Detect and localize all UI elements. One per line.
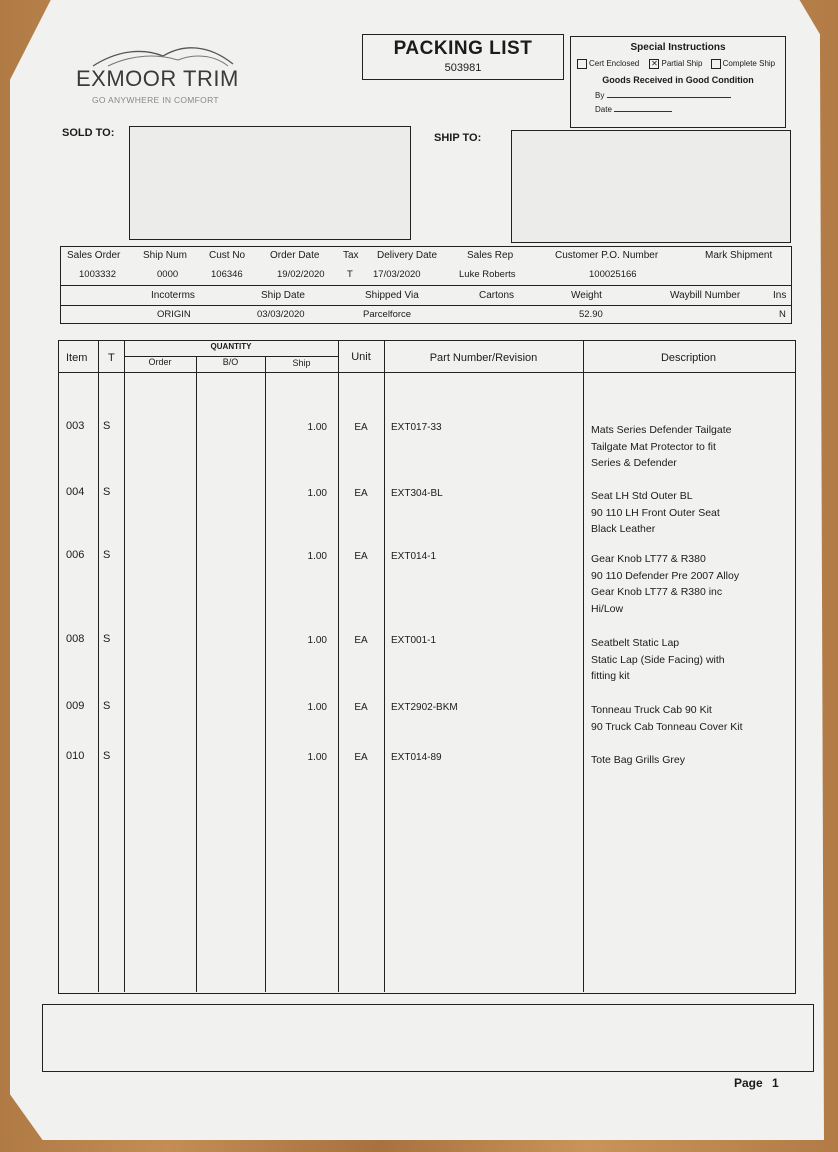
header-ship-num: Ship Num	[143, 250, 187, 261]
description-line: Gear Knob LT77 & R380	[591, 553, 706, 565]
shipping-header-row	[61, 290, 791, 304]
col-quantity-group: QUANTITY	[210, 342, 252, 351]
header-mark-shipment: Mark Shipment	[705, 250, 773, 261]
item-type: S	[103, 549, 111, 561]
col-description: Description	[660, 352, 717, 364]
header-sales-rep: Sales Rep	[467, 250, 514, 261]
item-number: 008	[66, 633, 85, 645]
value-customer-po: 100025166	[589, 269, 637, 280]
item-number: 006	[66, 549, 85, 561]
col-order: Order	[148, 357, 172, 367]
header-cust-no: Cust No	[209, 250, 246, 261]
value-incoterms: ORIGIN	[157, 309, 191, 320]
value-order-date: 19/02/2020	[277, 269, 325, 280]
description-line: Tote Bag Grills Grey	[591, 754, 685, 766]
unit: EA	[354, 488, 368, 499]
company-logo	[76, 42, 246, 108]
part-number: EXT001-1	[391, 635, 437, 646]
document-title: PACKING LIST	[393, 38, 533, 59]
sold-to-label: SOLD TO:	[62, 127, 115, 139]
col-bo: B/O	[222, 357, 239, 367]
item-type: S	[103, 633, 111, 645]
col-item: Item	[66, 352, 88, 364]
header-weight: Weight	[571, 290, 602, 301]
item-type: S	[103, 486, 111, 498]
table-row	[58, 549, 794, 619]
header-shipped-via: Shipped Via	[365, 290, 419, 301]
company-tagline: GO ANYWHERE IN COMFORT	[92, 95, 219, 105]
order-header-row	[61, 250, 791, 264]
value-ins: N	[779, 309, 786, 320]
description-line: Hi/Low	[591, 602, 624, 615]
item-number: 010	[66, 750, 85, 762]
item-description	[591, 488, 791, 538]
header-order-date: Order Date	[270, 250, 320, 261]
header-waybill: Waybill Number	[670, 290, 741, 301]
special-instructions-box	[570, 36, 786, 128]
table-row	[58, 750, 794, 820]
item-description	[591, 752, 791, 769]
document-number: 503981	[444, 62, 482, 74]
description-line: 90 Truck Cab Tonneau Cover Kit	[591, 720, 743, 733]
description-line: Tonneau Truck Cab 90 Kit	[591, 704, 712, 716]
by-line: By	[595, 91, 785, 100]
table-row	[58, 633, 794, 703]
description-line: 90 110 Defender Pre 2007 Alloy	[591, 569, 740, 582]
table-row	[58, 486, 794, 556]
header-ins: Ins	[773, 290, 787, 301]
unit: EA	[354, 702, 368, 713]
header-customer-po: Customer P.O. Number	[555, 250, 659, 261]
order-value-row	[61, 269, 791, 283]
unit: EA	[354, 635, 368, 646]
part-number: EXT014-89	[391, 752, 442, 763]
description-line: Black Leather	[591, 523, 656, 535]
description-line: Seatbelt Static Lap	[591, 637, 680, 649]
value-tax: T	[347, 269, 353, 280]
order-info-table	[60, 246, 792, 324]
unit: EA	[354, 551, 368, 562]
item-type: S	[103, 750, 111, 762]
sold-to-box	[129, 126, 411, 240]
ship-quantity: 1.00	[307, 488, 327, 499]
item-description	[591, 635, 791, 685]
item-number: 003	[66, 420, 85, 432]
item-number: 004	[66, 486, 85, 498]
item-description	[591, 422, 791, 472]
page-indicator: Page 1	[734, 1076, 779, 1090]
value-ship-num: 0000	[157, 269, 179, 280]
value-cust-no: 106346	[211, 269, 243, 280]
col-ship: Ship	[292, 358, 311, 368]
header-tax: Tax	[343, 250, 359, 261]
item-description	[591, 551, 791, 617]
description-line: Seat LH Std Outer BL	[591, 490, 693, 502]
description-line: Tailgate Mat Protector to fit	[591, 440, 716, 453]
col-unit: Unit	[351, 351, 371, 363]
description-line: Gear Knob LT77 & R380 inc	[591, 586, 723, 598]
document-title-box	[362, 34, 564, 80]
date-line: Date	[595, 105, 785, 114]
value-sales-rep: Luke Roberts	[459, 269, 516, 280]
ship-quantity: 1.00	[307, 551, 327, 562]
ship-quantity: 1.00	[307, 635, 327, 646]
item-number: 009	[66, 700, 85, 712]
header-cartons: Cartons	[479, 290, 515, 301]
value-sales-order: 1003332	[79, 269, 116, 280]
description-line: 90 110 LH Front Outer Seat	[591, 506, 720, 519]
ship-to-box	[511, 130, 791, 243]
table-row	[58, 420, 794, 490]
ship-quantity: 1.00	[307, 752, 327, 763]
goods-received-text: Goods Received in Good Condition	[602, 75, 754, 85]
unit: EA	[354, 422, 368, 433]
value-delivery-date: 17/03/2020	[373, 269, 421, 280]
header-delivery-date: Delivery Date	[377, 250, 438, 261]
partial-ship-checkbox[interactable]: ✕ Partial Ship	[651, 59, 703, 69]
col-part: Part Number/Revision	[429, 352, 538, 364]
ship-to-label: SHIP TO:	[434, 132, 482, 144]
mountain-icon	[88, 42, 238, 68]
item-description	[591, 702, 791, 735]
description-line: Series & Defender	[591, 457, 677, 469]
description-line: Static Lap (Side Facing) with	[591, 653, 725, 666]
header-incoterms: Incoterms	[151, 290, 195, 301]
value-shipped-via: Parcelforce	[363, 309, 412, 320]
ship-quantity: 1.00	[307, 422, 327, 433]
item-type: S	[103, 420, 111, 432]
notes-box	[42, 1004, 814, 1072]
company-name: EXMOOR TRIM	[76, 66, 239, 91]
special-instruction-options	[577, 59, 785, 69]
part-number: EXT2902-BKM	[391, 702, 458, 713]
part-number: EXT017-33	[391, 422, 442, 433]
col-type: T	[108, 352, 115, 364]
cert-enclosed-checkbox[interactable]: Cert Enclosed	[577, 59, 639, 68]
ship-quantity: 1.00	[307, 702, 327, 713]
description-line: Mats Series Defender Tailgate	[591, 424, 732, 436]
value-weight: 52.90	[579, 309, 603, 320]
unit: EA	[354, 752, 368, 763]
item-type: S	[103, 700, 111, 712]
header-sales-order: Sales Order	[67, 250, 121, 261]
shipping-value-row	[61, 309, 791, 323]
value-ship-date: 03/03/2020	[257, 309, 305, 320]
part-number: EXT304-BL	[391, 488, 443, 499]
header-ship-date: Ship Date	[261, 290, 305, 301]
description-line: fitting kit	[591, 670, 630, 682]
part-number: EXT014-1	[391, 551, 437, 562]
special-instructions-heading: Special Instructions	[630, 42, 726, 53]
complete-ship-checkbox[interactable]: Complete Ship	[711, 59, 775, 68]
items-header	[58, 340, 794, 372]
